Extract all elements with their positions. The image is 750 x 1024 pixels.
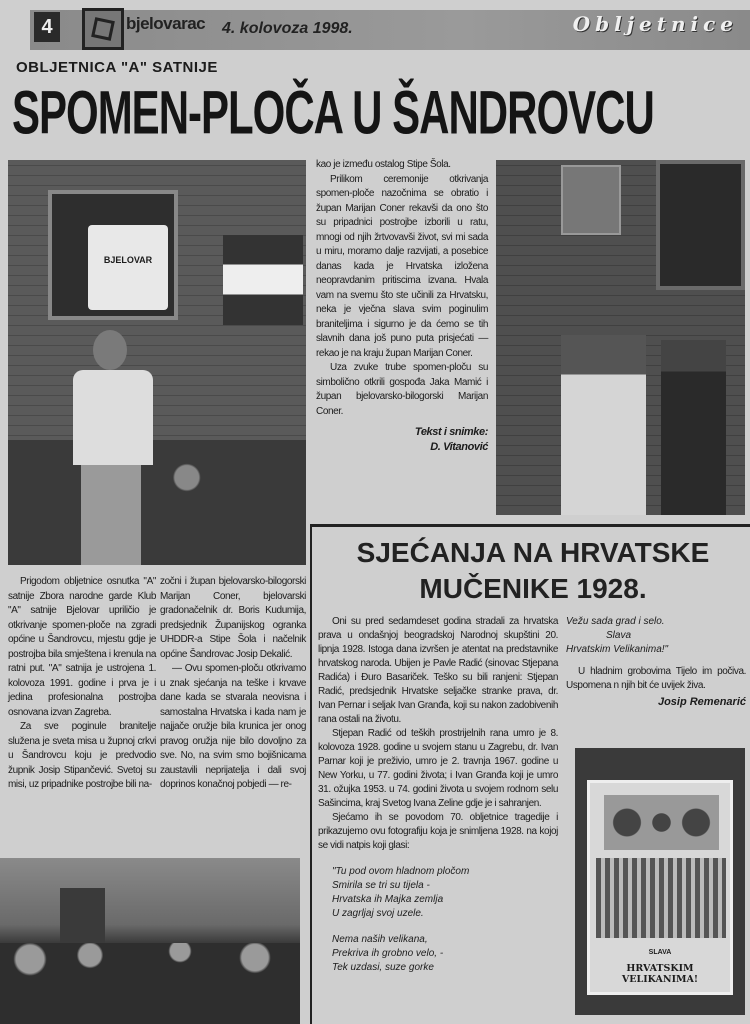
credit-name: D. Vitanović (430, 441, 488, 453)
photo-speaker-at-plaque (8, 160, 306, 565)
poem-line: Hrvatskim Velikanima!" (566, 644, 669, 655)
issue-date: 4. kolovoza 1998. (222, 20, 353, 37)
article2-author: Josip Remenarić (657, 696, 746, 708)
article-column-2 (160, 575, 306, 793)
paragraph: Stjepan Radić od teških prostrijelnih rana umro je 8. kolovoza 1928. godine u svojem stanu u Zagrebu, dr. Ivan Parnar koji je preživio, umro je 2. travnja 1967. godine u New Yorku, u 77. godini života; i Ivan Granđa koji je umro 31. ožujka 1953. u 74. godini života u svojem rodnom selu Sašincima, kraj Svetog Ivana Zeline gdje je i sahranjen. (318, 728, 558, 809)
poem-line: Smirila se tri su tijela - (332, 880, 430, 891)
photo-memorial-poster (575, 748, 745, 1015)
paragraph: zočni i župan bjelovarsko-bilogorski Marijan Coner, bjelovarski gradonačelnik dr. Boris Kudumija, predsjednik Županijskog ogranka UHDDR-a Stipe Šola i načelnik općine Šandrovac Josip Dekalić. (160, 576, 306, 660)
article-kicker: OBLJETNICA "A" SATNIJE (16, 59, 218, 76)
paragraph: Za sve poginule branitelje služena je sveta misa u župnoj crkvi u Šandrovcu koju je predvodio župnik Josip Stipančević. Svetoj su misi, uz pripadnike postrojbe bili na- (8, 721, 156, 790)
page-number: 4 (34, 12, 60, 42)
paragraph: kao je između ostalog Stipe Šola. (316, 159, 451, 170)
section-title: Obljetnice (572, 12, 738, 36)
poem-line: Hrvatska ih Majka zemlja (332, 894, 444, 905)
croatian-flag (223, 235, 303, 325)
article2-body (318, 615, 558, 975)
article-divider (310, 524, 750, 527)
article2-headline (318, 535, 748, 607)
paragraph: — Ovu spomen-ploču otkrivamo u znak sjećanja na teške i krvave dane kada se stvarala neovisna i samostalna Hrvatska i kada nam je najjače oružje bila krunica jer onog pravog oružja nije bilo dovoljno za sve. No, na svim smo bojišnicama zaustavili neprijatelja i dali svoj doprinos konačnoj pobjedi — re- (160, 663, 306, 790)
speaker-figure (63, 330, 168, 565)
article-headline: SPOMEN-PLOČA U ŠANDROVCU (12, 78, 654, 147)
paragraph: Oni su pred sedamdeset godina stradali za hrvatska prava u ondašnjoj beogradskoj Narodnoj skupštini 20. lipnja 1928. Istoga dana izvršen je atentat na predstavnike hrvatskog naroda. Ubijen je Pavle Radić (sinovac Stjepana Radića) i Đuro Basariček. Teško su bili ranjeni: Stjepan Radić, predsjednik Hrvatske seljačke stranke prava, dr. Ivan Pernar i seljak Ivan Granđa, koji su nakon zadobivenih rana ostali na životu. (318, 616, 558, 725)
poster-line-2: HRVATSKIM VELIKANIMA! (621, 963, 699, 985)
article-column-1 (8, 575, 156, 793)
poem-line: "Tu pod ovom hladnom pločom (332, 866, 470, 877)
paragraph: Prigodom obljetnice osnutka "A" satnije Zbora narodne garde Klub "A" satnije Bjelovar upriličio je otkrivanje spomen-ploče na zgradi općine u Šandrovcu, mjestu gdje je postrojba bila smještena i krenula na ratni put. "A" satnija je ustrojena 1. kolovoza 1991. godine i prva je i jedina profesionalna postrojba osnovana izvan Zagreba. (8, 576, 156, 718)
photo-church-mass (0, 858, 300, 1024)
poem-line: Tek uzdasi, suze gorke (332, 962, 434, 973)
column-divider (310, 525, 312, 1024)
paragraph: Sjećamo ih se povodom 70. obljetnice tragedije i prikazujemo ovu fotografiju koja je snimljena 1928. na kojoj se vidi natpis koji glasi: (318, 812, 558, 851)
headline-line: MUČENIKE 1928. (419, 573, 647, 604)
poem-line: Vežu sada grad i selo. (566, 616, 665, 627)
poem-line: U zagrljaj svoj uzele. (332, 908, 424, 919)
newspaper-logo-text: bjelovarac (126, 14, 206, 33)
poem-line: Slava (606, 630, 632, 641)
poem-stanza-2 (318, 933, 558, 975)
article2-right-column (566, 615, 746, 710)
article-column-3 (316, 158, 488, 455)
closing-text: U hladnim grobovima Tijelo im počiva. Uspomena n njih bit će uvijek živa. (566, 666, 746, 691)
poem-stanza-1 (318, 865, 558, 921)
paragraph: Uza zvuke trube spomen-ploču su simbolično otkrili gospođa Jaka Mamić i župan bjelovarsko-bilogorski Marijan Coner. (316, 362, 488, 417)
photo-plaque-unveiling (496, 160, 745, 515)
credit-label: Tekst i snimke: (414, 426, 488, 438)
poem-stanza-3 (566, 615, 746, 657)
newspaper-logo-icon (82, 8, 124, 50)
poem-line: Nema naših velikana, (332, 934, 428, 945)
poster-line-1: SLAVA (648, 949, 672, 956)
headline-line: SJEĆANJA NA HRVATSKE (356, 537, 710, 568)
paragraph: Prilikom ceremonije otkrivanja spomen-ploče nazočnima se obratio i župan Marijan Coner rekavši da ono što su pripadnici postrojbe izborili u ratu, mnogi od njih žrtvovavši život, svi mi sada u miru, moramo dalje razvijati, a posebice danas kada je Hrvatska izložena neopravdanim pritiscima izvana. Hvala vam na svemu što ste učinili za Hrvatsku, neka je vječna slava svim poginulim braniteljima i sigurno je da ćemo se tih slavnih dana još puno puta prisjećati — rekao je na kraju župan Marijan Coner. (316, 173, 488, 359)
poem-line: Prekriva ih grobno velo, - (332, 948, 444, 959)
plaque: BJELOVAR (88, 225, 168, 310)
